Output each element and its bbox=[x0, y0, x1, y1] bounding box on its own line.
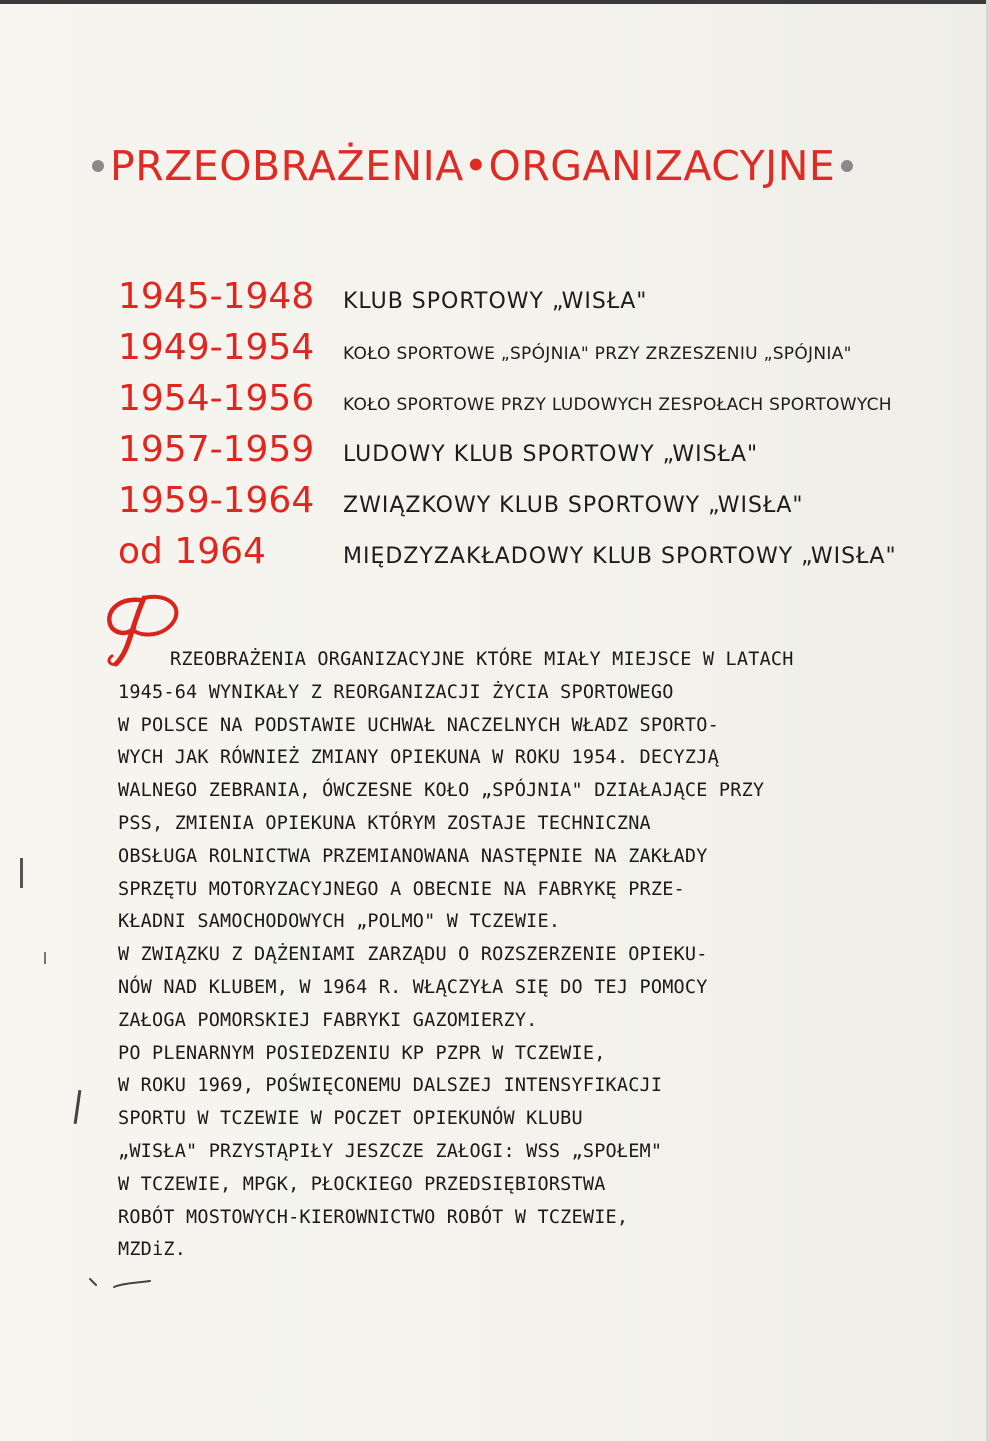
history-row bbox=[118, 429, 938, 480]
body-line: OBSŁUGA ROLNICTWA PRZEMIANOWANA NASTĘPNIE NA ZAKŁADY bbox=[118, 845, 708, 867]
body-line: KŁADNI SAMOCHODOWYCH „POLMO" W TCZEWIE. bbox=[118, 911, 561, 933]
body-line: MZDiZ. bbox=[118, 1239, 187, 1261]
history-club-name: LUDOWY KLUB SPORTOWY „WISŁA" bbox=[343, 442, 759, 467]
body-paragraph bbox=[118, 644, 888, 1267]
history-years: 1957-1959 bbox=[118, 429, 315, 470]
history-row bbox=[118, 327, 938, 378]
history-years: 1959-1964 bbox=[118, 480, 315, 521]
history-club-name: KLUB SPORTOWY „WISŁA" bbox=[343, 289, 648, 314]
body-line: NÓW NAD KLUBEM, W 1964 R. WŁĄCZYŁA SIĘ DO TEJ POMOCY bbox=[118, 976, 708, 998]
body-line: W ZWIĄZKU Z DĄŻENIAMI ZARZĄDU O ROZSZERZENIE OPIEKU- bbox=[118, 944, 708, 966]
history-row bbox=[118, 480, 938, 531]
svg-text:P: P bbox=[138, 627, 140, 629]
body-line: WALNEGO ZEBRANIA, ÓWCZESNE KOŁO „SPÓJNIA" DZIAŁAJĄCE PRZY bbox=[118, 780, 765, 802]
history-years: 1954-1956 bbox=[118, 378, 315, 419]
body-line: WYCH JAK RÓWNIEŻ ZMIANY OPIEKUNA W ROKU 1954. DECYZJĄ bbox=[118, 747, 719, 769]
body-line: W TCZEWIE, MPGK, PŁOCKIEGO PRZEDSIĘBIORSTWA bbox=[118, 1173, 606, 1195]
history-row bbox=[118, 378, 938, 429]
bullet-dot-icon bbox=[92, 160, 104, 172]
body-line: PO PLENARNYM POSIEDZENIU KP PZPR W TCZEWIE, bbox=[118, 1042, 606, 1064]
margin-mark bbox=[44, 952, 46, 964]
body-line: PSS, ZMIENIA OPIEKUNA KTÓRYM ZOSTAJE TECHNICZNA bbox=[118, 812, 651, 834]
heading-text: PRZEOBRAŻENIA•ORGANIZACYJNE bbox=[110, 142, 836, 190]
pen-mark bbox=[88, 1275, 158, 1295]
page-right-edge bbox=[986, 0, 990, 1441]
body-line: W ROKU 1969, POŚWIĘCONEMU DALSZEJ INTENSYFIKACJI bbox=[118, 1075, 663, 1097]
history-club-name: ZWIĄZKOWY KLUB SPORTOWY „WISŁA" bbox=[343, 493, 804, 518]
body-line: ZAŁOGA POMORSKIEJ FABRYKI GAZOMIERZY. bbox=[118, 1009, 538, 1031]
history-club-name: KOŁO SPORTOWE „SPÓJNIA" PRZY ZRZESZENIU „SPÓJNIA" bbox=[343, 344, 852, 364]
body-line: W POLSCE NA PODSTAWIE UCHWAŁ NACZELNYCH WŁADZ SPORTO- bbox=[118, 714, 719, 736]
body-line: SPRZĘTU MOTORYZACYJNEGO A OBECNIE NA FABRYKĘ PRZE- bbox=[118, 878, 685, 900]
page-top-edge bbox=[0, 0, 990, 4]
history-row bbox=[118, 276, 938, 327]
margin-mark bbox=[74, 1090, 82, 1124]
body-line: ROBÓT MOSTOWYCH-KIEROWNICTWO ROBÓT W TCZEWIE, bbox=[118, 1206, 629, 1228]
history-club-name: MIĘDZYZAKŁADOWY KLUB SPORTOWY „WISŁA" bbox=[343, 544, 897, 569]
bullet-dot-icon bbox=[841, 160, 853, 172]
history-years: 1945-1948 bbox=[118, 276, 315, 317]
history-years: 1949-1954 bbox=[118, 327, 315, 368]
history-club-name: KOŁO SPORTOWE PRZY LUDOWYCH ZESPOŁACH SPORTOWYCH bbox=[343, 395, 892, 415]
history-row bbox=[118, 531, 938, 582]
body-line: „WISŁA" PRZYSTĄPIŁY JESZCZE ZAŁOGI: WSS „SPOŁEM" bbox=[118, 1140, 663, 1162]
body-line: RZEOBRAŻENIA ORGANIZACYJNE KTÓRE MIAŁY MIEJSCE W LATACH bbox=[170, 649, 794, 670]
margin-mark bbox=[20, 858, 23, 888]
page-heading bbox=[86, 136, 926, 196]
history-years: od 1964 bbox=[118, 531, 266, 572]
body-line: 1945-64 WYNIKAŁY Z REORGANIZACJI ŻYCIA SPORTOWEGO bbox=[118, 681, 674, 703]
club-history-list bbox=[118, 276, 938, 582]
body-line: SPORTU W TCZEWIE W POCZET OPIEKUNÓW KLUBU bbox=[118, 1108, 583, 1130]
